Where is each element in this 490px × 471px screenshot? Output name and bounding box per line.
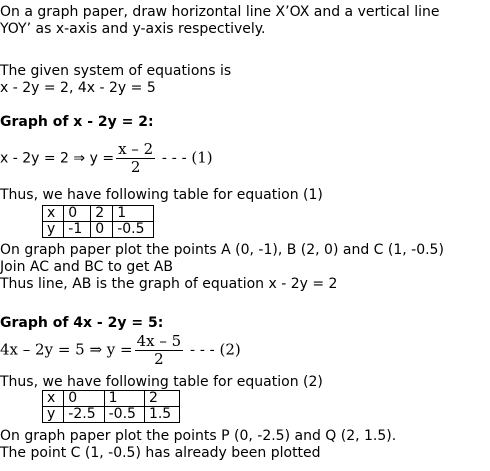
table-cell: 0 — [64, 391, 104, 407]
graph2-equation-label: - - - (2) — [185, 340, 241, 359]
graph2-equation-lhs: 4x – 2y = 5 ⇒ y = — [0, 340, 133, 359]
graph2-fraction-numerator: 4x – 5 — [136, 332, 182, 350]
graph1-join: Join AC and BC to get AB — [0, 259, 173, 275]
system-intro: The given system of equations is — [0, 63, 232, 79]
table-row — [43, 206, 154, 222]
graph1-equation-label: - - - (1) — [157, 148, 213, 167]
table-cell: y — [43, 222, 64, 238]
graph1-fraction — [116, 141, 155, 176]
table-cell: -0.5 — [104, 407, 144, 423]
table-cell: x — [43, 206, 64, 222]
graph1-plot-points: On graph paper plot the points A (0, -1), B (2, 0) and C (1, -0.5) — [0, 242, 444, 258]
graph1-values-table — [42, 205, 154, 238]
table-cell: 0 — [64, 206, 91, 222]
table-row — [43, 407, 180, 423]
table-cell: -0.5 — [113, 222, 153, 238]
system-equations: x - 2y = 2, 4x - 2y = 5 — [0, 80, 156, 96]
intro-line-2: YOY’ as x-axis and y-axis respectively. — [0, 21, 266, 37]
table-row — [43, 391, 180, 407]
graph1-heading: Graph of x - 2y = 2: — [0, 114, 154, 130]
table-cell: x — [43, 391, 64, 407]
graph1-fraction-numerator: x – 2 — [118, 140, 154, 158]
table-cell: 1 — [113, 206, 153, 222]
graph2-equation — [0, 333, 241, 368]
table-cell: 1.5 — [144, 407, 179, 423]
intro-line-1: On a graph paper, draw horizontal line X’OX and a vertical line — [0, 4, 440, 20]
table-row — [43, 222, 154, 238]
table-cell: -1 — [64, 222, 91, 238]
graph1-conclusion: Thus line, AB is the graph of equation x - 2y = 2 — [0, 276, 338, 292]
table-cell: 1 — [104, 391, 144, 407]
graph2-note: The point C (1, -0.5) has already been plotted — [0, 445, 321, 461]
table-cell: 0 — [91, 222, 113, 238]
graph2-fraction-denominator: 2 — [154, 350, 164, 368]
table-cell: y — [43, 407, 64, 423]
graph1-equation-lhs: x - 2y = 2 ⇒ y = — [0, 150, 115, 167]
graph1-fraction-denominator: 2 — [130, 158, 141, 176]
table-cell: 2 — [144, 391, 179, 407]
graph2-table-intro: Thus, we have following table for equation (2) — [0, 374, 323, 390]
table-cell: -2.5 — [64, 407, 104, 423]
graph2-fraction — [135, 333, 184, 368]
table-cell: 2 — [91, 206, 113, 222]
graph2-heading: Graph of 4x - 2y = 5: — [0, 315, 164, 331]
graph1-table-intro: Thus, we have following table for equation (1) — [0, 187, 323, 203]
graph1-equation — [0, 141, 213, 176]
graph2-plot-points: On graph paper plot the points P (0, -2.5) and Q (2, 1.5). — [0, 428, 397, 444]
graph2-values-table — [42, 390, 180, 423]
